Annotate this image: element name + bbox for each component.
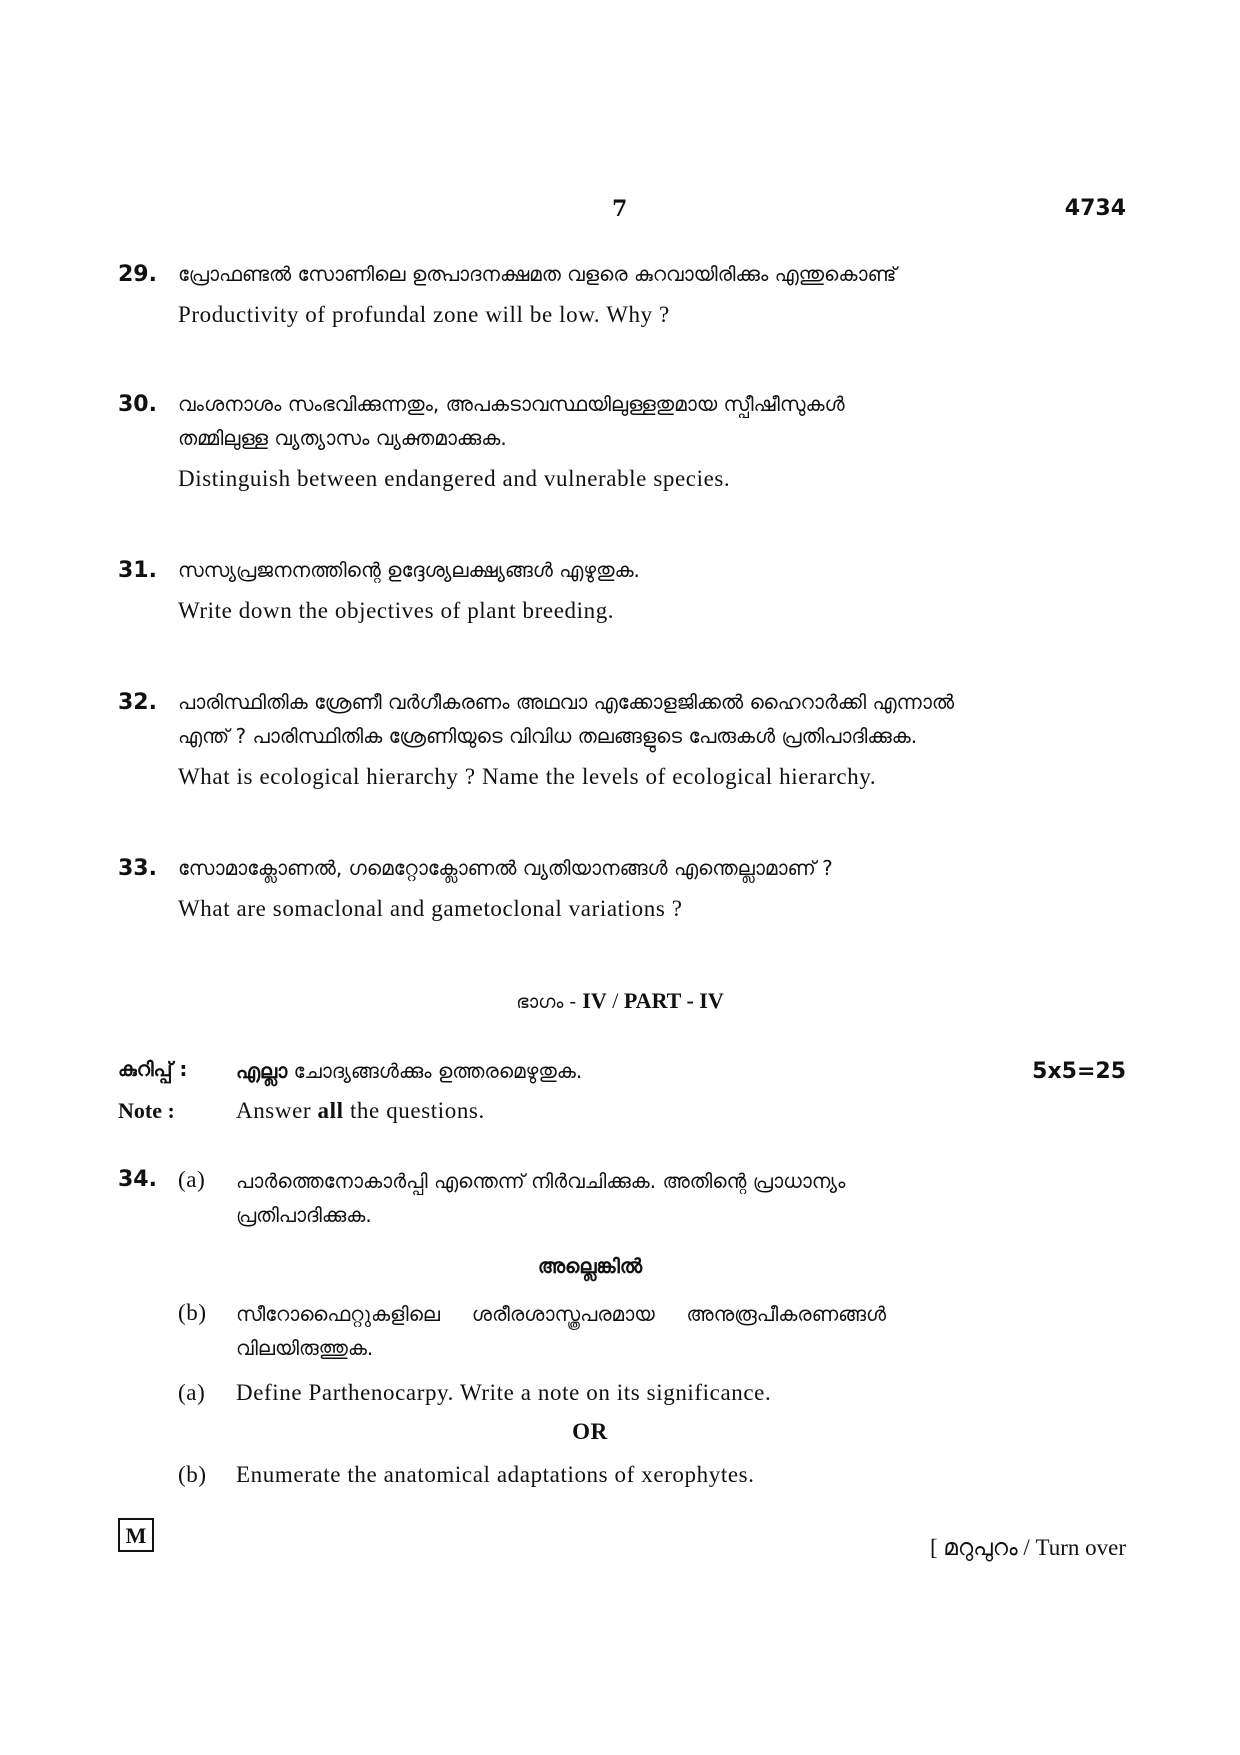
question-text-malayalam: സോമാക്ലോണൽ, ഗമെറ്റോക്ലോണൽ വ്യതിയാനങ്ങൾ എന്തെല്ലാമാണ് ? xyxy=(178,856,833,880)
question-text-malayalam: പാരിസ്ഥിതിക ശ്രേണീ വർഗീകരണം അഥവാ എക്കോളജിക്കൽ ഹൈറാർക്കി എന്നാൽ xyxy=(178,690,955,714)
note-text-ml-rest: ചോദ്യങ്ങൾക്കും ഉത്തരമെഴുതുക. xyxy=(287,1059,583,1083)
note-text-ml-bold: എല്ലാ xyxy=(236,1059,288,1083)
note-text-malayalam xyxy=(236,1059,582,1083)
option-a-text-malayalam: പാർത്തെനോകാർപ്പി എന്തെന്ന് നിർവചിക്കുക. അതിന്റെ പ്രാധാന്യം xyxy=(236,1169,846,1193)
question-text-english: What is ecological hierarchy ? Name the levels of ecological hierarchy. xyxy=(178,764,877,789)
question-text-malayalam: സസ്യപ്രജനനത്തിന്റെ ഉദ്ദേശ്യലക്ഷ്യങ്ങൾ എഴുതുക. xyxy=(178,558,640,582)
question-number: 32. xyxy=(118,690,157,715)
option-b-text-malayalam: സീറോഫൈറ്റുകളിലെ ശരീരശാസ്ത്രപരമായ അനുരൂപീകരണങ്ങൾ xyxy=(236,1302,887,1326)
question-number-34: 34. xyxy=(118,1167,157,1192)
note-text-english xyxy=(236,1098,485,1124)
question-number: 29. xyxy=(118,262,157,287)
or-label-english: OR xyxy=(572,1419,608,1444)
section-heading-malayalam: ഭാഗം - xyxy=(516,991,583,1013)
question-text-english: What are somaclonal and gametoclonal variations ? xyxy=(178,896,683,921)
option-a-text-english: Define Parthenocarpy. Write a note on its significance. xyxy=(236,1380,772,1405)
question-number: 33. xyxy=(118,856,157,881)
question-text-malayalam: പ്രോഫണ്ടൽ സോണിലെ ഉത്പാദനക്ഷമത വളരെ കുറവായിരിക്കും എന്തുകൊണ്ട് xyxy=(178,262,897,286)
question-text-malayalam: തമ്മിലുള്ള വ്യത്യാസം വ്യക്തമാക്കുക. xyxy=(178,426,507,450)
note-text-en-post: the questions. xyxy=(343,1098,485,1123)
question-text-english: Write down the objectives of plant breeding. xyxy=(178,598,615,623)
question-text-malayalam: വംശനാശം സംഭവിക്കുന്നതും, അപകടാവസ്ഥയിലുള്ളതുമായ സ്പീഷീസുകൾ xyxy=(178,392,845,416)
question-number: 30. xyxy=(118,392,157,417)
note-label-ml-text: കുറിപ്പ് : xyxy=(118,1057,188,1081)
section-heading xyxy=(0,988,1240,1014)
page-number: 7 xyxy=(612,196,628,222)
section-heading-separator: / xyxy=(606,988,624,1013)
question-text-english: Distinguish between endangered and vulnerable species. xyxy=(178,466,731,491)
question-number: 31. xyxy=(118,558,157,583)
option-b-text-english: Enumerate the anatomical adaptations of xerophytes. xyxy=(236,1462,755,1487)
option-b-label-en: (b) xyxy=(178,1462,207,1487)
option-b-text-malayalam: വിലയിരുത്തുക. xyxy=(236,1336,374,1360)
or-label-malayalam: അല്ലെങ്കിൽ xyxy=(537,1254,643,1278)
option-a-text-malayalam: പ്രതിപാദിക്കുക. xyxy=(236,1203,372,1227)
paper-code: 4734 xyxy=(1064,196,1126,221)
marks-allocation: 5x5=25 xyxy=(1032,1059,1126,1084)
series-box: M xyxy=(118,1518,154,1552)
option-b-label-ml: (b) xyxy=(178,1300,207,1325)
note-text-en-bold: all xyxy=(317,1098,344,1123)
question-text-english: Productivity of profundal zone will be low. Why ? xyxy=(178,302,670,327)
question-text-malayalam: എന്ത് ? പാരിസ്ഥിതിക ശ്രേണിയുടെ വിവിധ തലങ്ങളുടെ പേരുകൾ പ്രതിപാദിക്കുക. xyxy=(178,724,918,748)
note-text-en-pre: Answer xyxy=(236,1098,318,1123)
turn-over-label: [ മറുപുറം / Turn over xyxy=(929,1535,1126,1560)
option-a-label-en: (a) xyxy=(178,1380,206,1405)
section-heading-english: PART - IV xyxy=(623,988,724,1013)
note-label-malayalam xyxy=(118,1057,187,1081)
note-label-english: Note : xyxy=(118,1098,175,1123)
option-a-label-ml: (a) xyxy=(178,1167,206,1192)
section-heading-roman: IV xyxy=(582,988,607,1013)
